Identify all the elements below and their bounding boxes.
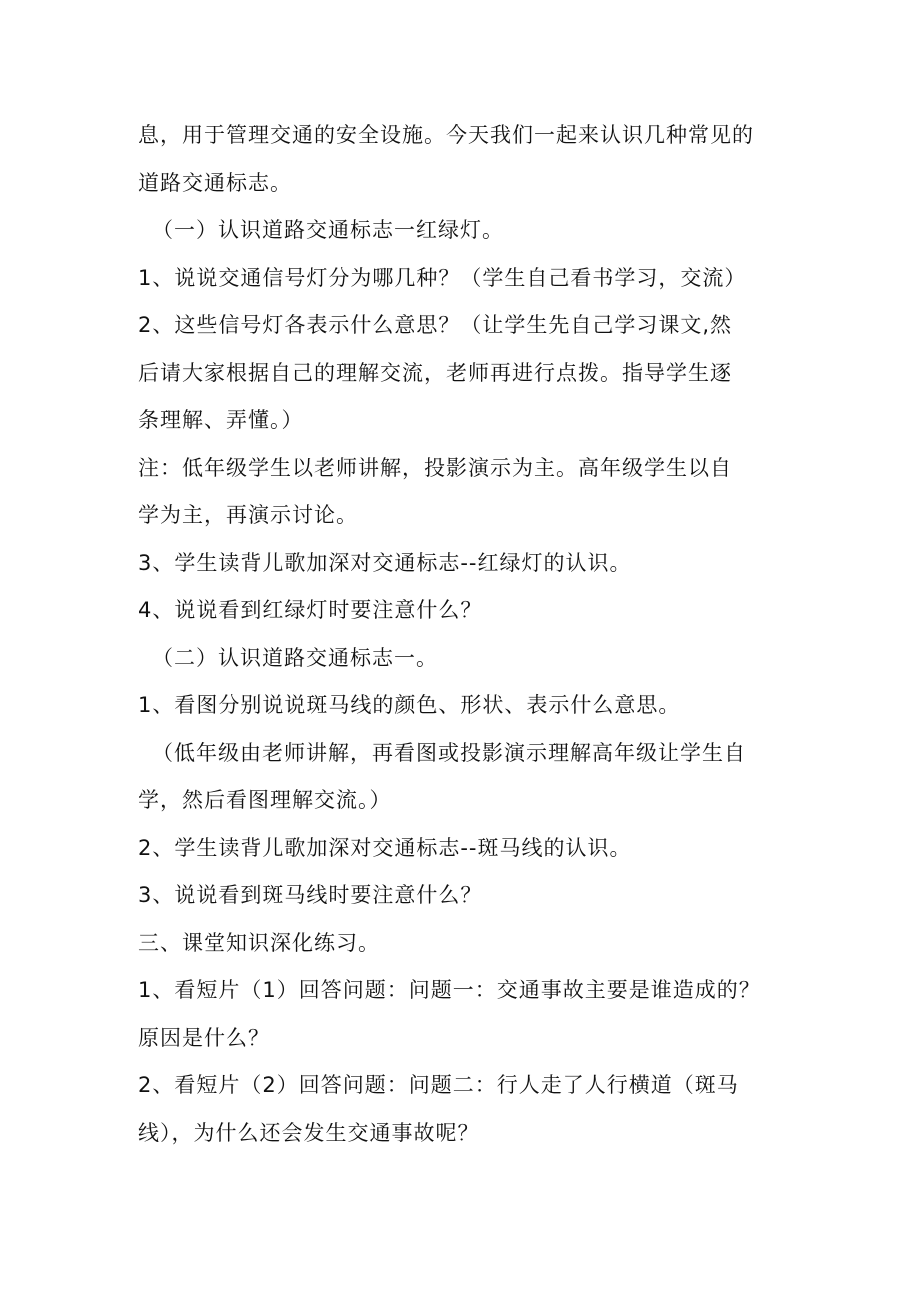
text-line: 原因是什么？ bbox=[138, 1025, 270, 1050]
text-line: 学为主，再演示讨论。 bbox=[138, 503, 358, 527]
text-line: 1、看图分别说说斑马线的颜色、形状、表示什么意思。 bbox=[138, 693, 681, 717]
text-line: 息，用于管理交通的安全设施。今天我们一起来认识几种常见的 bbox=[138, 123, 754, 147]
text-line: 2、看短片（2）回答问题：问题二：行人走了人行横道（斑马 bbox=[138, 1073, 739, 1097]
text-line: 1、看短片（1）回答问题：问题一：交通事故主要是谁造成的？ bbox=[138, 978, 761, 1002]
text-line: 线），为什么还会发生交通事故呢？ bbox=[138, 1120, 480, 1145]
text-line: 3、学生读背儿歌加深对交通标志--红绿灯的认识。 bbox=[138, 550, 632, 575]
text-line: 注：低年级学生以老师讲解，投影演示为主。高年级学生以自 bbox=[138, 455, 732, 480]
text-line: 条理解、弄懂。） bbox=[138, 408, 304, 432]
text-line: 学，然后看图理解交流。） bbox=[138, 788, 392, 812]
text-line: 2、学生读背儿歌加深对交通标志--斑马线的认识。 bbox=[138, 835, 632, 860]
text-line: 3、说说看到斑马线时要注意什么？ bbox=[138, 883, 483, 907]
text-line: 后请大家根据自己的理解交流，老师再进行点拨。指导学生逐 bbox=[138, 360, 732, 385]
text-line: 1、说说交通信号灯分为哪几种？（学生自己看书学习，交流） bbox=[138, 265, 747, 290]
text-line: 三、课堂知识深化练习。 bbox=[138, 930, 380, 955]
text-line: （一）认识道路交通标志一红绿灯。 bbox=[152, 218, 504, 242]
text-line: 道路交通标志。 bbox=[138, 170, 292, 195]
text-line: 2、这些信号灯各表示什么意思？（让学生先自己学习课文,然 bbox=[138, 313, 733, 337]
document-body bbox=[138, 112, 818, 1157]
text-line: 4、说说看到红绿灯时要注意什么？ bbox=[138, 598, 483, 622]
text-line: （二）认识道路交通标志一。 bbox=[152, 645, 438, 670]
text-line: （低年级由老师讲解，再看图或投影演示理解高年级让学生自 bbox=[152, 740, 746, 765]
